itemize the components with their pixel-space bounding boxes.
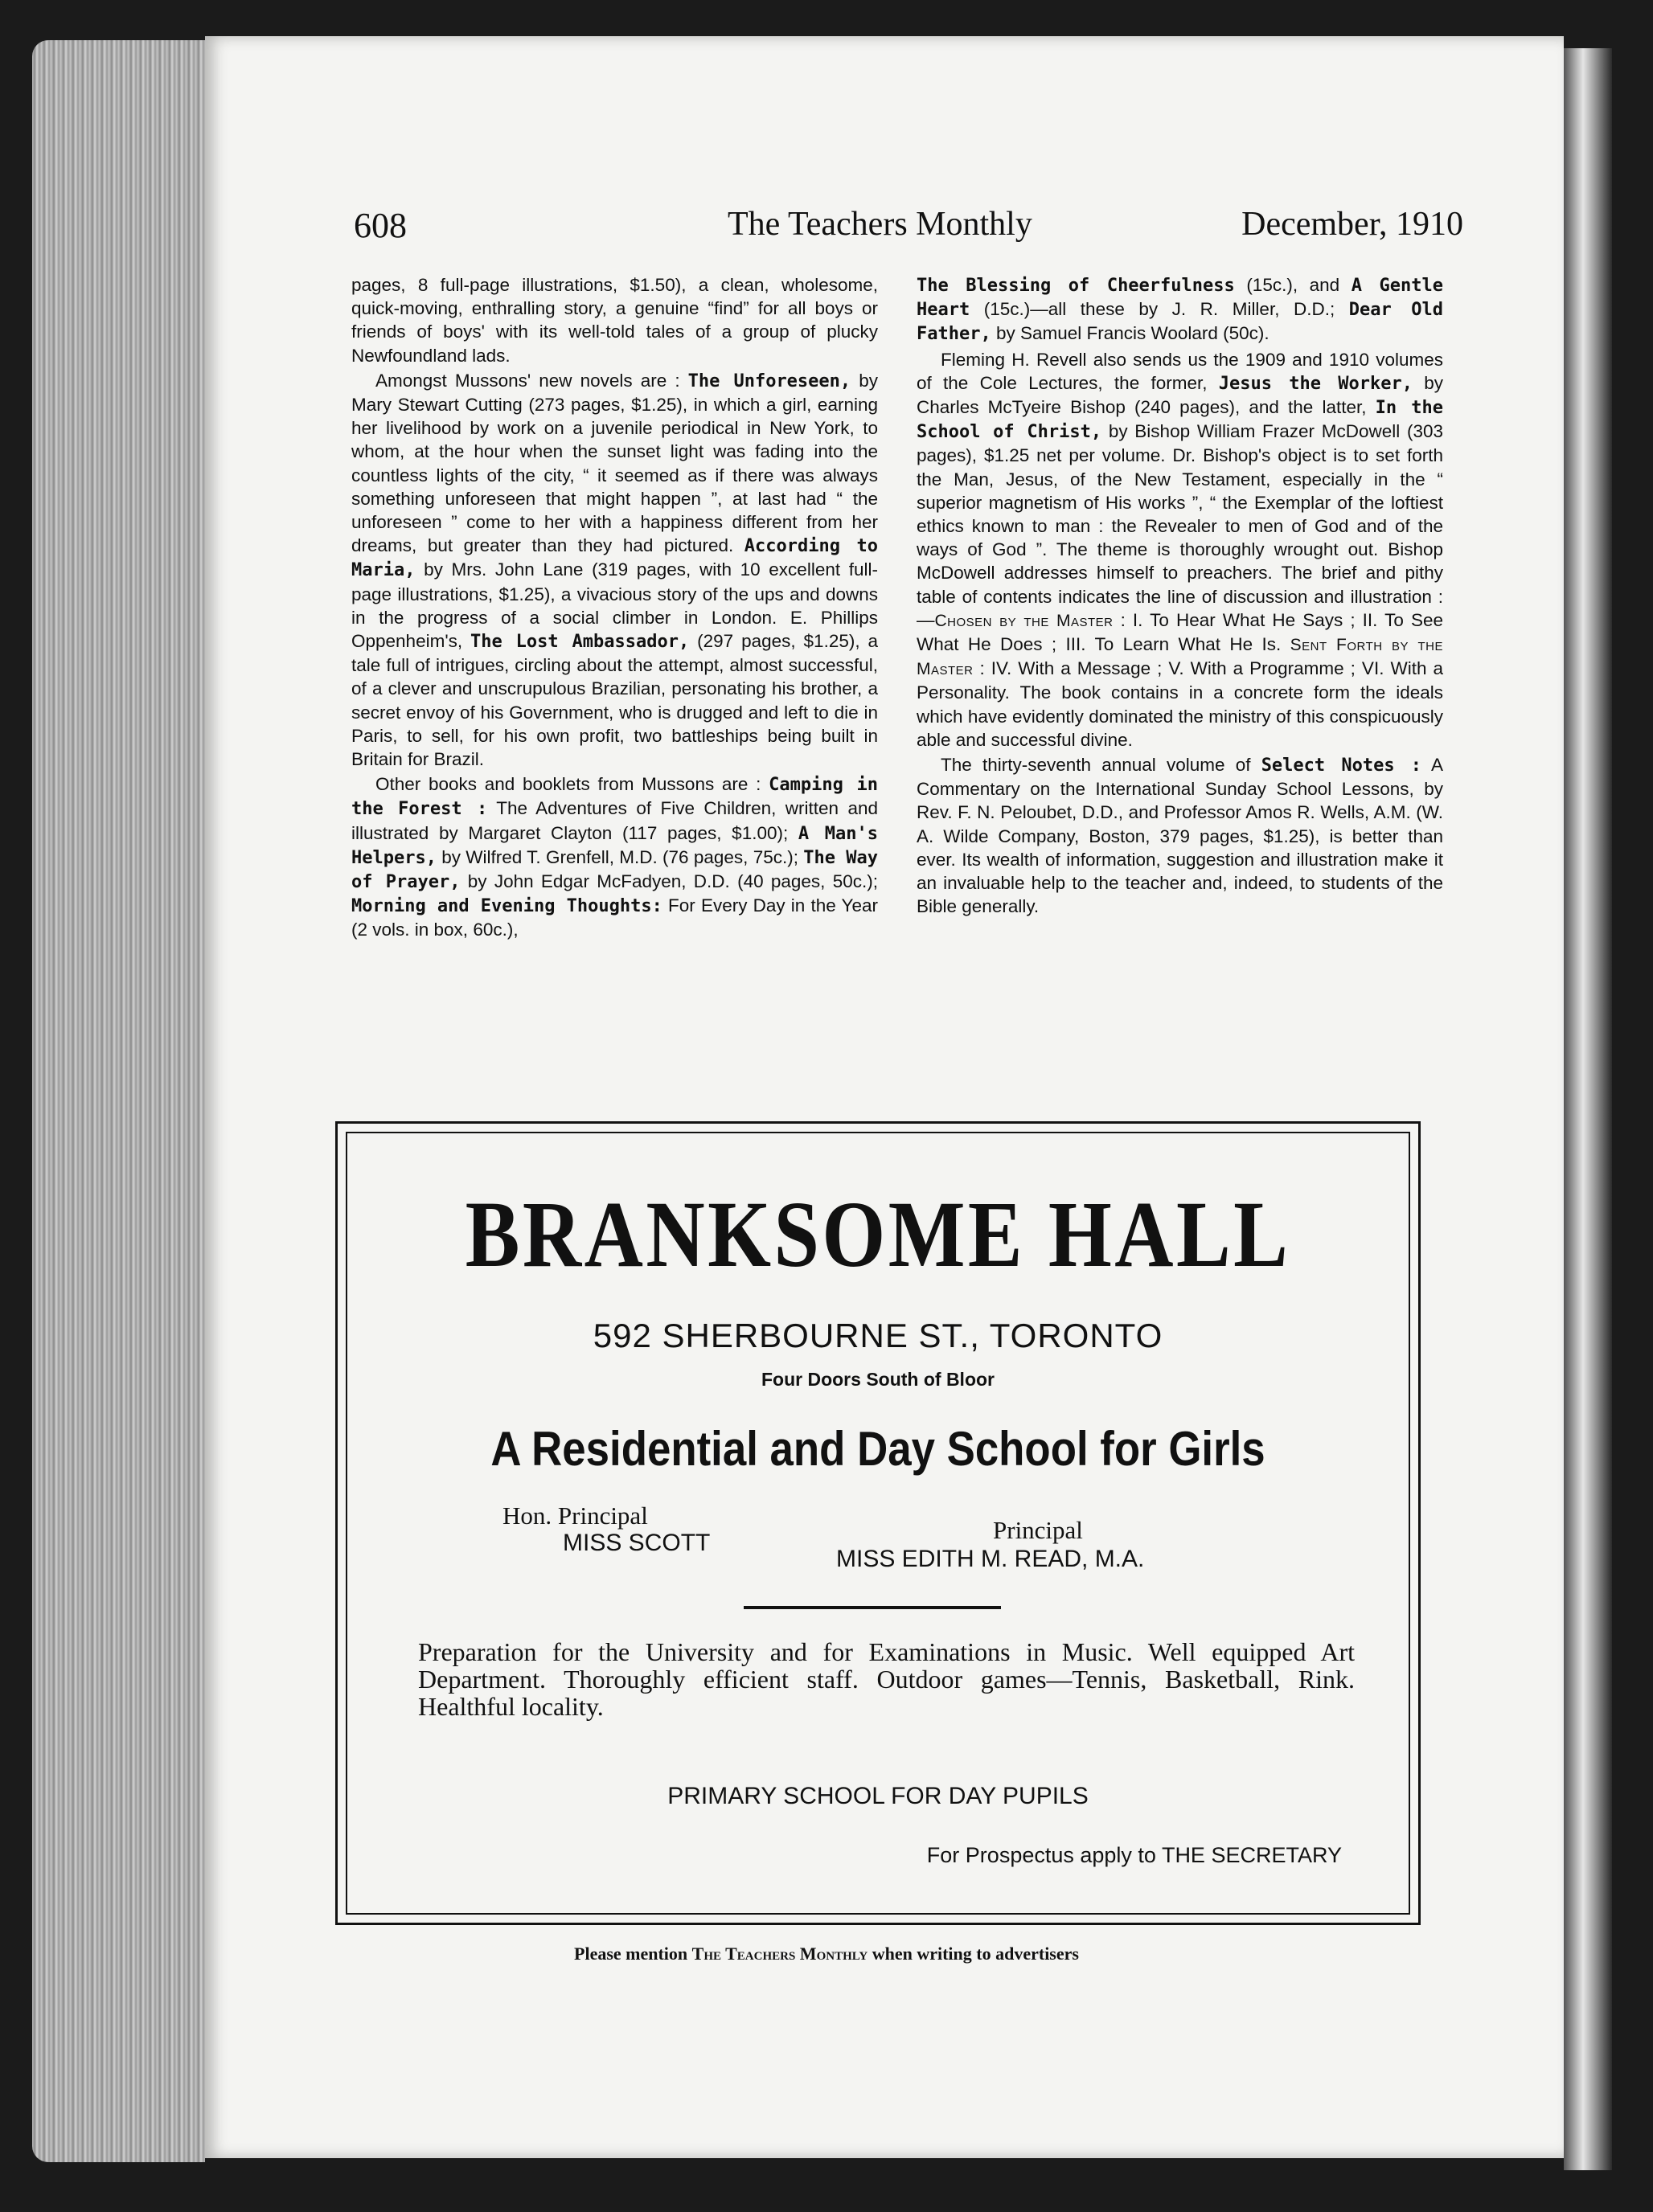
text: The Adventures of Five Children, written and illustrated by Margaret Clayton (117 pages, $1.00); <box>351 798 878 843</box>
issue-date: December, 1910 <box>1241 206 1463 243</box>
book-right-edge <box>1564 48 1612 2170</box>
text: (15c.), and <box>1234 275 1352 295</box>
text: (15c.)—all these by J. R. Miller, D.D.; <box>970 299 1349 320</box>
book-title: Jesus the Worker, <box>1218 373 1413 394</box>
book-title: The Unforeseen, <box>687 371 851 391</box>
left-paragraph-2 <box>351 369 878 771</box>
page-number: 608 <box>354 206 407 245</box>
journal-title: The Teachers Monthly <box>728 206 1032 243</box>
right-column <box>917 273 1443 918</box>
text: A Commentary on the International Sunday School Lessons, by Rev. F. N. Peloubet, D.D., and Professor Amos R. Wells, A.M. (W. A. Wilde Company, Boston, 379 pages, $1.25), is better than ever. Its wealth of information, suggestion and illustration make it an invaluable help to the teacher and, indeed, to students of the Bible generally. <box>917 755 1443 917</box>
right-paragraph-1 <box>917 273 1443 346</box>
right-paragraph-3 <box>917 753 1443 918</box>
school-description: Preparation for the University and for Examinations in Music. Well equipped Art Department. Thoroughly efficient staff. Outdoor games—Tennis, Basketball, Rink. Healthful locality. <box>418 1637 1355 1721</box>
book-title: A Gentle Heart <box>917 276 1443 321</box>
text: Other books and booklets from Mussons are : <box>375 774 769 795</box>
hon-principal-name: MISS SCOTT <box>563 1530 711 1556</box>
divider <box>744 1606 1001 1609</box>
running-header <box>354 205 1463 261</box>
text: (297 pages, $1.25), a tale full of intrigues, circling about the attempt, almost successful, of a clever and unscrupulous Brazilian, personating his brother, a secret envoy of his Government, who is drugged and left to die in Paris, to sell, for his own profit, two battleships being built in Britain for Brazil. <box>351 631 879 770</box>
text: Fleming H. Revell also sends us the 1909 and 1910 volumes of the Cole Lectures, the former, <box>917 349 1443 393</box>
text: The thirty-seventh annual volume of <box>941 755 1261 776</box>
book-title: According to Maria, <box>351 536 878 581</box>
book-title: Morning and Evening Thoughts: <box>351 896 662 917</box>
text: Amongst Mussons' new novels are : <box>375 370 688 391</box>
book-page-edges <box>32 40 205 2162</box>
principal-name: MISS EDITH M. READ, M.A. <box>836 1546 1145 1572</box>
prospectus-note: For Prospectus apply to THE SECRETARY <box>926 1843 1342 1867</box>
text: : IV. With a Message ; V. With a Programme ; VI. With a Personality. The book contains in a concrete form the ideals which have evidently dominated the ministry of this conspicuously able and successful divine. <box>917 658 1443 750</box>
advertisement <box>335 1121 1421 1925</box>
text: pages, 8 full-page illustrations, $1.50), a clean, wholesome, quick-moving, enthralling story, a genuine “find” for all boys or friends of boys' with its well-told tales of a group of plucky Newfoundland lads. <box>351 275 878 366</box>
left-column <box>351 273 878 942</box>
text: by Charles McTyeire Bishop (240 pages), and the latter, <box>917 372 1443 418</box>
text: by Bishop William Frazer McDowell (303 pages), $1.25 net per volume. Dr. Bishop's object is to set forth the Man, Jesus, of the New Testament, especially in the “ superior magnetism of His works ”, “ the Exemplar of the loftiest ethics known to man : the Revealer to men of God and of the ways of God ”. The theme is thoroughly wrought out. Bishop McDowell addresses himself to preachers. The brief and pithy table of contents indicates the line of discussion and illustration :— <box>917 421 1444 630</box>
school-location-note: Four Doors South of Bloor <box>761 1369 995 1390</box>
text: when writing to advertisers <box>868 1944 1079 1964</box>
text: : I. To Hear What He Says ; II. To See What He Does ; III. To Learn What He Is. <box>917 609 1443 655</box>
book-title: Dear Old Father, <box>917 300 1443 345</box>
footer-note <box>0 1944 1653 1964</box>
left-paragraph-3 <box>351 772 878 941</box>
text: by Wilfred T. Grenfell, M.D. (76 pages, 75c.); <box>436 846 804 867</box>
principal-label: Principal <box>993 1516 1083 1544</box>
text: Please mention <box>574 1944 692 1964</box>
hon-principal-label: Hon. Principal <box>502 1501 648 1530</box>
text: For Every Day in the Year (2 vols. in box, 60c.), <box>351 895 878 940</box>
book-title: The Blessing of Cheerfulness <box>917 276 1235 296</box>
book-title: A Man's Helpers, <box>351 823 879 868</box>
text: by Mrs. John Lane (319 pages, with 10 excellent full-page illustrations, $1.25), a vivacious story of the ups and downs in the progress of a social climber in London. E. Phillips Oppenheim's, <box>351 559 878 652</box>
school-name: BRANKSOME HALL <box>465 1182 1291 1287</box>
school-tagline: A Residential and Day School for Girls <box>490 1422 1265 1476</box>
text: The Teachers Monthly <box>691 1944 868 1964</box>
school-address: 592 SHERBOURNE ST., TORONTO <box>593 1317 1163 1354</box>
text: by John Edgar McFadyen, D.D. (40 pages, 50c.); <box>460 871 878 892</box>
primary-school-note: PRIMARY SCHOOL FOR DAY PUPILS <box>667 1783 1089 1809</box>
book-title: Select Notes : <box>1261 756 1422 776</box>
book-title: In the School of Christ, <box>917 398 1443 443</box>
left-paragraph-1 <box>351 273 878 367</box>
section-heading: Sent Forth by the Master <box>917 636 1443 679</box>
book-title: The Lost Ambassador, <box>470 632 690 653</box>
section-heading: Chosen by the Master <box>934 611 1114 630</box>
right-paragraph-2 <box>917 348 1443 752</box>
book-title: Camping in the Forest : <box>351 775 878 820</box>
book-title: The Way of Prayer, <box>351 847 878 893</box>
text: by Mary Stewart Cutting (273 pages, $1.25), in which a girl, earning her livelihood by work on a juvenile periodical in New York, to whom, at the hour when the sunset light was fading into the countless lights of the city, “ it seemed as if there was always something unforeseen that might happen ”, at last had “ the unforeseen ” come to her with a happiness different from her dreams, but greater than they had pictured. <box>351 370 878 556</box>
text: by Samuel Francis Woolard (50c). <box>991 323 1269 344</box>
